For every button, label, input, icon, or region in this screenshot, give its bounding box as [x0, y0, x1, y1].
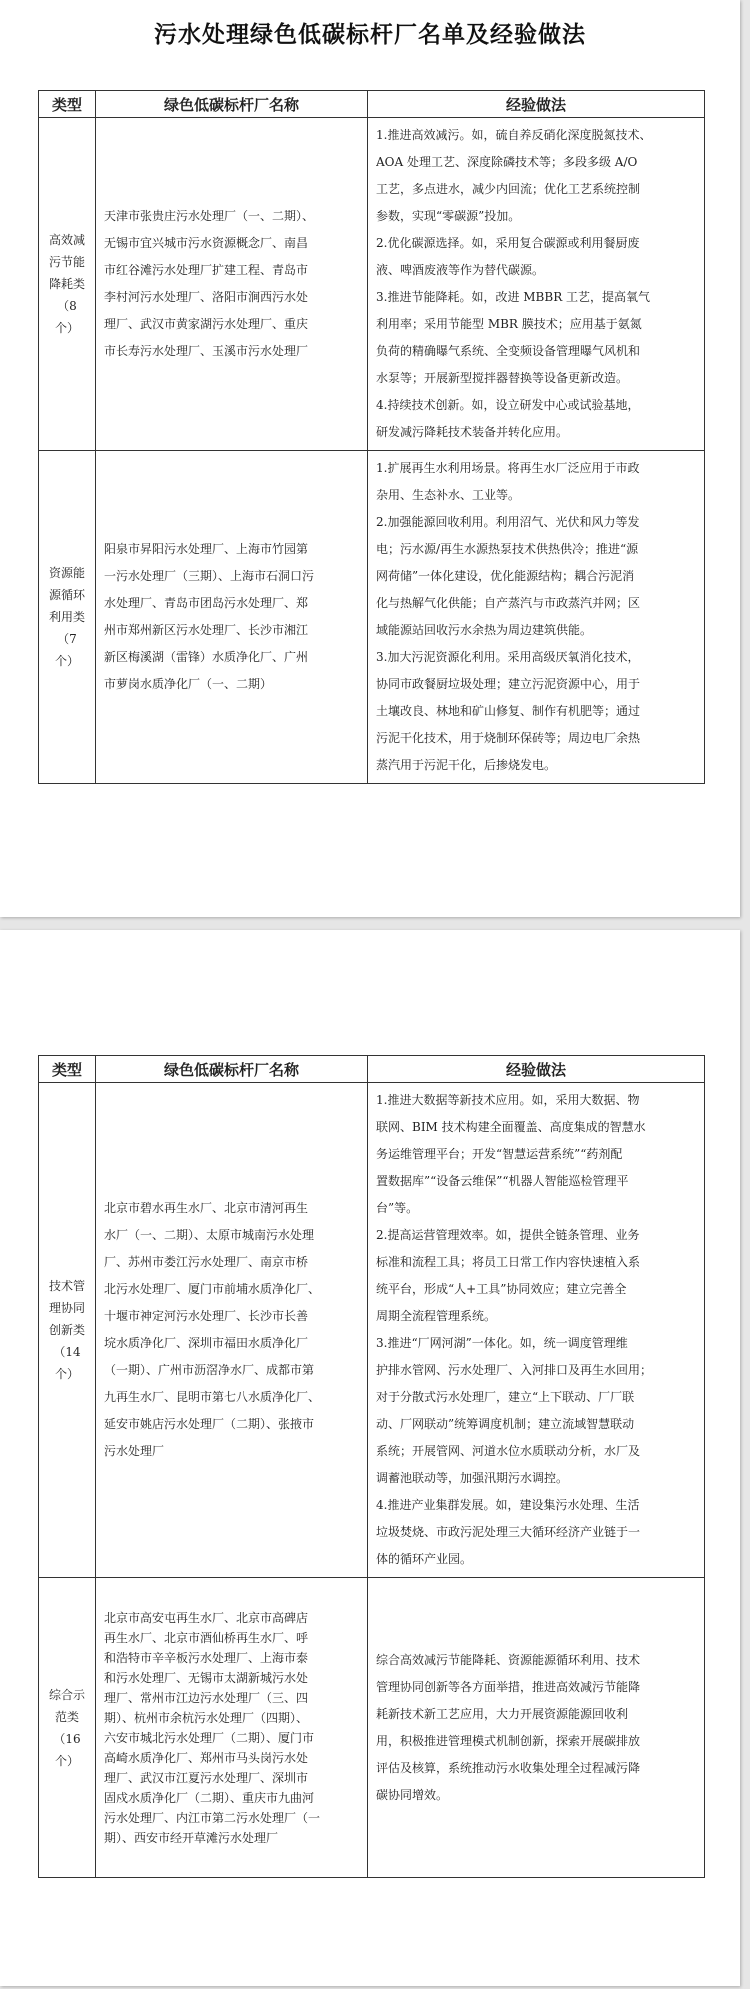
- exp-line: 台”等。: [376, 1201, 419, 1215]
- exp-line: 对于分散式污水处理厂，建立“上下联动、厂厂联: [376, 1390, 635, 1404]
- exp-line: 电；污水源/再生水源热泵技术供热供冷；推进“源: [376, 542, 639, 556]
- row-plants-cell: [96, 118, 368, 451]
- exp-line: 1.扩展再生水利用场景。将再生水厂泛应用于市政: [376, 461, 640, 475]
- plant-line: 污水处理厂: [104, 1444, 165, 1458]
- plant-line: （一期）、广州市沥滘净水厂、成都市第: [104, 1363, 315, 1377]
- row-plants-cell: [96, 1083, 368, 1578]
- plant-line: 高崎水质净化厂、郑州市马头岗污水处: [104, 1750, 309, 1765]
- plant-line: 再生水厂、北京市酒仙桥再生水厂、呼: [104, 1630, 309, 1645]
- exp-line: 垃圾焚烧、市政污泥处理三大循环经济产业链于一: [376, 1525, 641, 1539]
- table-row: [39, 451, 705, 784]
- row-type-cell: [39, 118, 96, 451]
- plant-line: 水处理厂、青岛市团岛污水处理厂、郑: [104, 596, 309, 610]
- exp-line: 蒸汽用于污泥干化，后掺烧发电。: [376, 758, 557, 772]
- plant-line: 垸水质净化厂、深圳市福田水质净化厂: [104, 1336, 309, 1350]
- plant-line: 延安市姚店污水处理厂（二期）、张掖市: [104, 1417, 315, 1431]
- exp-line: 污泥干化技术，用于烧制环保砖等；周边电厂余热: [376, 731, 641, 745]
- table-row: [39, 1578, 705, 1878]
- exp-line: 务运维管理平台；开发“智慧运营系统”“药剂配: [376, 1147, 623, 1161]
- plant-line: 十堰市神定河污水处理厂、长沙市长善: [104, 1309, 309, 1323]
- plant-line: 北京市碧水再生水厂、北京市清河再生: [104, 1201, 309, 1215]
- type-line: 个）: [54, 654, 79, 668]
- plant-line: 新区梅溪湖（雷锋）水质净化厂、广州: [104, 650, 309, 664]
- header-experience: 经验做法: [368, 91, 705, 118]
- plant-line: 和污水处理厂、无锡市太湖新城污水处: [104, 1670, 309, 1685]
- type-line: 理协同: [49, 1301, 85, 1315]
- header-type: 类型: [39, 1056, 96, 1083]
- header-name: 绿色低碳标杆厂名称: [96, 91, 368, 118]
- plant-line: 期）、杭州市余杭污水处理厂（四期）、: [104, 1710, 309, 1725]
- exp-line: 统平台，形成“人+工具”协同效应；建立完善全: [376, 1282, 627, 1296]
- type-line: （8: [57, 299, 77, 313]
- plant-line: 市红谷滩污水处理厂扩建工程、青岛市: [104, 263, 309, 277]
- type-line: 资源能: [49, 566, 85, 580]
- type-line: （14: [53, 1345, 81, 1359]
- plant-line: 李村河污水处理厂、洛阳市涧西污水处: [104, 290, 309, 304]
- type-line: 降耗类: [49, 277, 85, 291]
- exp-line: 2.加强能源回收利用。利用沼气、光伏和风力等发: [376, 515, 640, 529]
- plant-line: 北京市高安屯再生水厂、北京市高碑店: [104, 1610, 309, 1625]
- document-page-1: [0, 0, 740, 917]
- exp-line: 系统；开展管网、河道水位水质联动分析，水厂及: [376, 1444, 641, 1458]
- type-line: 个）: [54, 1753, 79, 1768]
- type-line: 高效减: [49, 233, 85, 247]
- benchmark-table-part-2: [38, 1055, 705, 1878]
- exp-line: 参数，实现“零碳源”投加。: [376, 209, 521, 223]
- exp-line: 用，积极推进管理模式机制创新，探索开展碳排放: [376, 1733, 641, 1748]
- exp-line: 标准和流程工具；将员工日常工作内容快速植入系: [376, 1255, 641, 1269]
- exp-line: 利用率；采用节能型 MBR 膜技术；应用基于氨氮: [376, 317, 642, 331]
- exp-line: 液、啤酒废液等作为替代碳源。: [376, 263, 545, 277]
- exp-line: 研发减污降耗技术装备并转化应用。: [376, 425, 569, 439]
- table-row: [39, 118, 705, 451]
- type-line: 范类: [54, 1709, 79, 1724]
- type-line: （7: [57, 632, 77, 646]
- exp-line: 周期全流程管理系统。: [376, 1309, 497, 1323]
- type-line: （16: [53, 1731, 81, 1746]
- type-line: 个）: [54, 321, 79, 335]
- document-title: 污水处理绿色低碳标杆厂名单及经验做法: [154, 22, 586, 48]
- plant-line: 理厂、武汉市江夏污水处理厂、深圳市: [104, 1770, 309, 1785]
- exp-line: 调蓄池联动等，加强汛期污水调控。: [376, 1471, 569, 1485]
- exp-line: AOA 处理工艺、深度除磷技术等；多段多级 A/O: [376, 155, 638, 169]
- exp-line: 综合高效减污节能降耗、资源能源循环利用、技术: [376, 1652, 641, 1667]
- exp-line: 2.提高运营管理效率。如，提供全链条管理、业务: [376, 1228, 640, 1242]
- exp-line: 体的循环产业园。: [376, 1552, 473, 1566]
- plant-line: 固戍水质净化厂（二期）、重庆市九曲河: [104, 1790, 315, 1805]
- document-page-2: [0, 930, 740, 1986]
- plant-line: 六安市城北污水处理厂（二期）、厦门市: [104, 1730, 315, 1745]
- plant-line: 理厂、常州市江边污水处理厂（三、四: [104, 1690, 309, 1705]
- plant-line: 理厂、武汉市黄家湖污水处理厂、重庆: [104, 317, 309, 331]
- plant-line: 和浩特市辛辛板污水处理厂、上海市泰: [104, 1650, 309, 1665]
- plant-line: 阳泉市昇阳污水处理厂、上海市竹园第: [104, 542, 309, 556]
- row-experience-cell: [368, 1578, 705, 1878]
- exp-line: 杂用、生态补水、工业等。: [376, 488, 521, 502]
- exp-line: 管理协同创新等各方面举措，推进高效减污节能降: [376, 1679, 641, 1694]
- plant-line: 水厂（一、二期）、太原市城南污水处理: [104, 1228, 315, 1242]
- row-type-cell: [39, 451, 96, 784]
- exp-line: 3.推进“厂网河湖”一体化。如，统一调度管理维: [376, 1336, 628, 1350]
- exp-line: 耗新技术新工艺应用，大力开展资源能源回收利: [376, 1706, 629, 1721]
- exp-line: 动、厂网联动”统筹调度机制；建立流域智慧联动: [376, 1417, 635, 1431]
- exp-line: 护排水管网、污水处理厂、入河排口及再生水回用；: [376, 1363, 653, 1377]
- exp-line: 工艺，多点进水，减少内回流；优化工艺系统控制: [376, 182, 641, 196]
- plant-line: 无锡市宜兴城市污水资源概念厂、南昌: [104, 236, 309, 250]
- benchmark-table-part-1: [38, 90, 705, 784]
- type-line: 利用类: [49, 610, 85, 624]
- exp-line: 域能源站回收污水余热为周边建筑供能。: [376, 623, 593, 637]
- exp-line: 评估及核算，系统推动污水收集处理全过程减污降: [376, 1760, 641, 1775]
- table-header-row: [39, 1056, 705, 1083]
- exp-line: 联网、BIM 技术构建全面覆盖、高度集成的智慧水: [376, 1120, 646, 1134]
- header-type: 类型: [39, 91, 96, 118]
- table-header-row: [39, 91, 705, 118]
- row-experience-cell: [368, 451, 705, 784]
- row-type-cell: [39, 1578, 96, 1878]
- plant-line: 州市郑州新区污水处理厂、长沙市湘江: [104, 623, 309, 637]
- plant-line: 厂、苏州市娄江污水处理厂、南京市桥: [104, 1255, 309, 1269]
- table-row: [39, 1083, 705, 1578]
- row-type-cell: [39, 1083, 96, 1578]
- type-line: 综合示: [49, 1687, 85, 1702]
- row-plants-cell: [96, 1578, 368, 1878]
- type-line: 污节能: [49, 255, 85, 269]
- exp-line: 水泵等；开展新型搅拌器替换等设备更新改造。: [376, 371, 629, 385]
- exp-line: 协同市政餐厨垃圾处理；建立污泥资源中心，用于: [376, 677, 641, 691]
- type-line: 个）: [54, 1367, 79, 1381]
- plant-line: 期）、西安市经开草滩污水处理厂: [104, 1830, 279, 1845]
- row-plants-cell: [96, 451, 368, 784]
- type-line: 创新类: [49, 1323, 85, 1337]
- exp-line: 3.推进节能降耗。如，改进 MBBR 工艺，提高氧气: [376, 290, 651, 304]
- exp-line: 置数据库”“设备云维保”“机器人智能巡检管理平: [376, 1174, 629, 1188]
- row-experience-cell: [368, 118, 705, 451]
- exp-line: 4.持续技术创新。如，设立研发中心或试验基地，: [376, 398, 640, 412]
- row-experience-cell: [368, 1083, 705, 1578]
- plant-line: 污水处理厂、内江市第二污水处理厂（一: [104, 1810, 321, 1825]
- exp-line: 2.优化碳源选择。如，采用复合碳源或利用餐厨废: [376, 236, 640, 250]
- exp-line: 土壤改良、林地和矿山修复、制作有机肥等；通过: [376, 704, 641, 718]
- header-experience: 经验做法: [368, 1056, 705, 1083]
- exp-line: 1.推进高效减污。如，硫自养反硝化深度脱氮技术、: [376, 128, 652, 142]
- exp-line: 网荷储”一体化建设，优化能源结构；耦合污泥消: [376, 569, 635, 583]
- plant-line: 北污水处理厂、厦门市前埔水质净化厂、: [104, 1282, 321, 1296]
- exp-line: 1.推进大数据等新技术应用。如，采用大数据、物: [376, 1093, 640, 1107]
- plant-line: 天津市张贵庄污水处理厂（一、二期）、: [104, 209, 315, 223]
- header-name: 绿色低碳标杆厂名称: [96, 1056, 368, 1083]
- type-line: 源循环: [49, 588, 85, 602]
- exp-line: 4.推进产业集群发展。如，建设集污水处理、生活: [376, 1498, 640, 1512]
- exp-line: 3.加大污泥资源化利用。采用高级厌氧消化技术，: [376, 650, 640, 664]
- type-line: 技术管: [49, 1279, 85, 1293]
- plant-line: 九再生水厂、昆明市第七八水质净化厂、: [104, 1390, 321, 1404]
- plant-line: 一污水处理厂（三期）、上海市石洞口污: [104, 569, 315, 583]
- plant-line: 市萝岗水质净化厂（一、二期）: [104, 677, 273, 691]
- exp-line: 负荷的精确曝气系统、全变频设备管理曝气风机和: [376, 344, 641, 358]
- plant-line: 市长寿污水处理厂、玉溪市污水处理厂: [104, 344, 309, 358]
- exp-line: 化与热解气化供能；自产蒸汽与市政蒸汽并网；区: [376, 596, 641, 610]
- exp-line: 碳协同增效。: [376, 1787, 449, 1802]
